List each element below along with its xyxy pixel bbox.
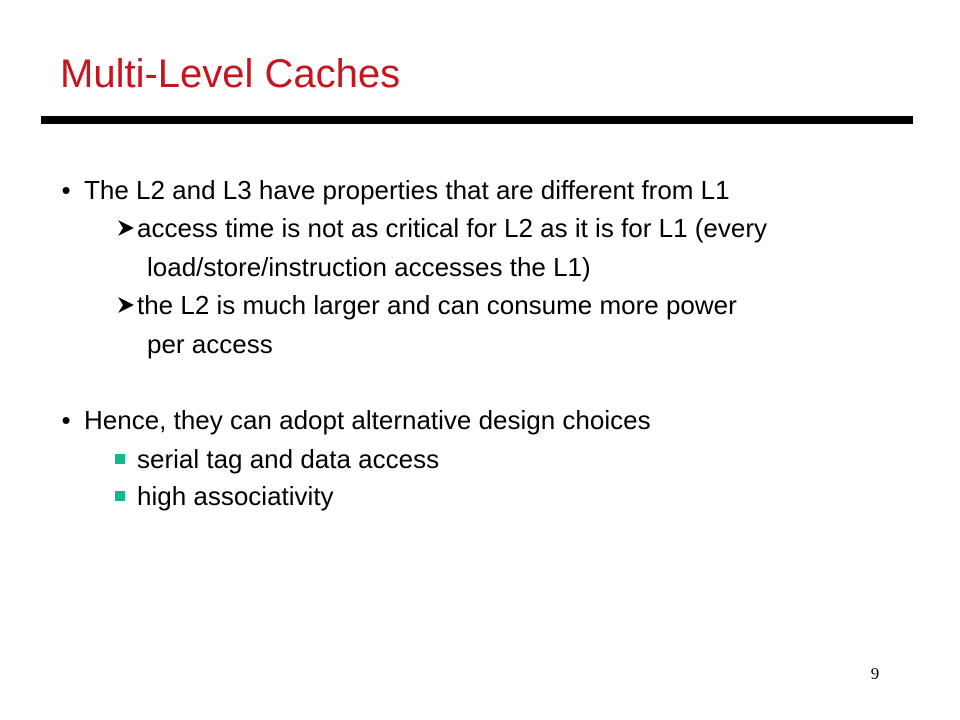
page-number: 9 — [870, 664, 880, 683]
arrowhead-bullet-icon — [116, 295, 136, 315]
sub-bullet-text: the L2 is much larger and can consume more power — [137, 290, 737, 320]
bullet-text: Hence, they can adopt alternative design choices — [84, 405, 651, 435]
sub-bullet-text: high associativity — [137, 481, 334, 511]
bullet-text: The L2 and L3 have properties that are different from L1 — [84, 175, 730, 205]
sub-bullet-text-continued: load/store/instruction accesses the L1) — [147, 252, 591, 282]
slide-title: Multi-Level Caches — [60, 52, 401, 96]
sub-bullet-text: access time is not as critical for L2 as it is for L1 (every — [137, 213, 767, 243]
title-divider — [41, 116, 913, 124]
sub-bullet-text-continued: per access — [147, 329, 273, 359]
arrowhead-bullet-icon — [116, 218, 136, 238]
dot-bullet-icon: • — [61, 405, 71, 435]
dot-bullet-icon: • — [61, 175, 71, 205]
square-bullet-icon — [115, 454, 125, 464]
sub-bullet-text: serial tag and data access — [137, 444, 440, 474]
square-bullet-icon — [115, 491, 125, 501]
